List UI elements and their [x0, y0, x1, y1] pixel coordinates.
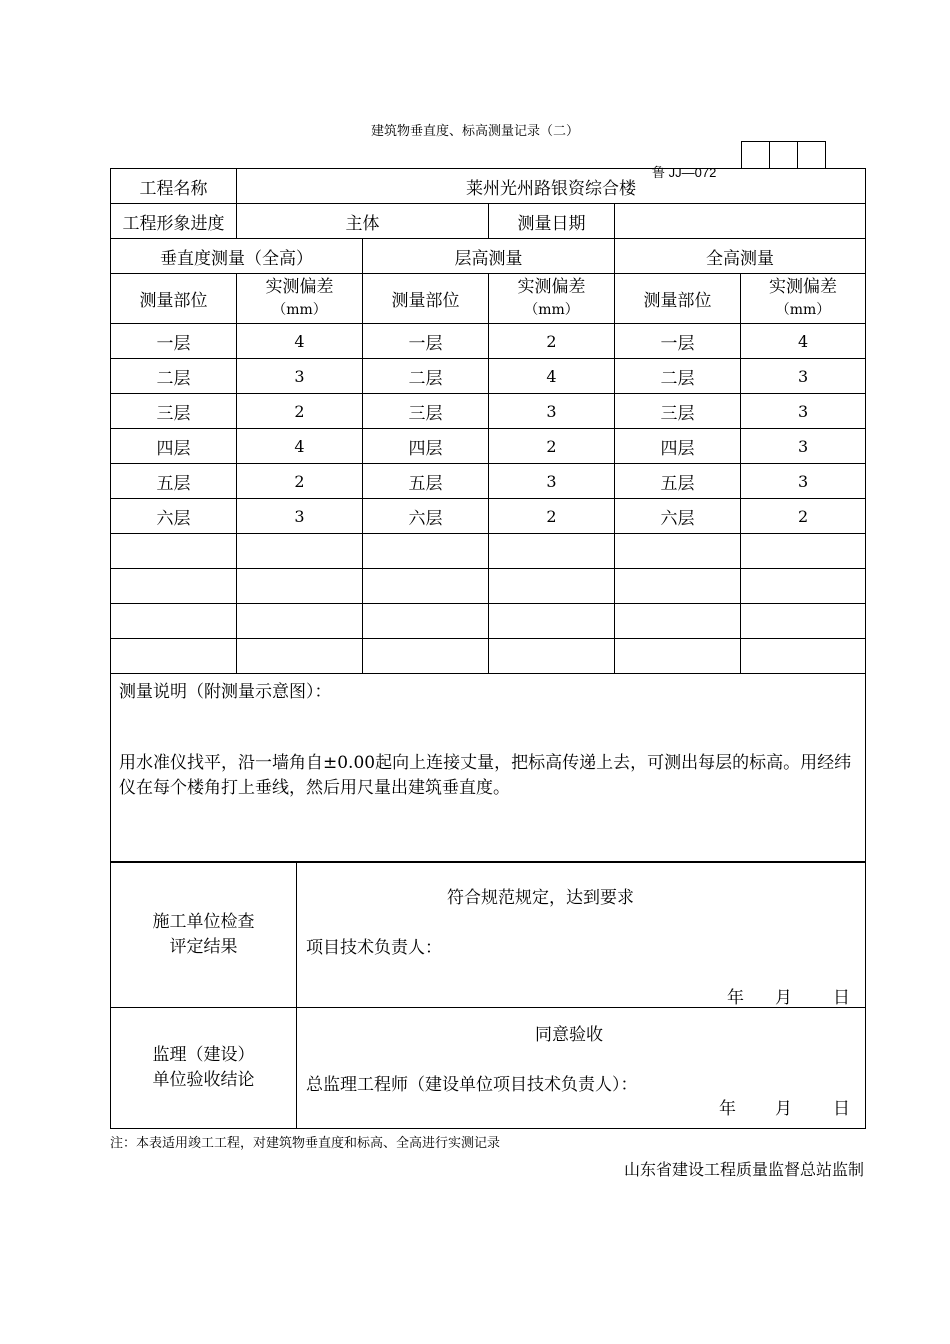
- empty-cell: [111, 639, 237, 674]
- f-position: 二层: [363, 359, 489, 394]
- table-row: [111, 499, 866, 534]
- t-deviation: 3: [741, 359, 866, 394]
- table-row: [111, 464, 866, 499]
- col-position: 测量部位: [615, 274, 741, 324]
- contractor-result: 符合规范规定，达到要求: [447, 888, 634, 908]
- v-position: 四层: [111, 429, 237, 464]
- t-deviation: 3: [741, 464, 866, 499]
- v-position: 三层: [111, 394, 237, 429]
- empty-row: [111, 534, 866, 569]
- table-row: [111, 359, 866, 394]
- f-deviation: 3: [489, 464, 615, 499]
- supervisor-label-line2: 单位验收结论: [152, 1070, 255, 1090]
- supervisor-day: 日: [833, 1099, 850, 1119]
- supervisor-month: 月: [775, 1099, 792, 1119]
- col-deviation-line1: 实测偏差: [517, 277, 586, 297]
- section-floor-height: 层高测量: [363, 239, 615, 274]
- f-position: 六层: [363, 499, 489, 534]
- empty-cell: [237, 569, 363, 604]
- supervisor-label-line1: 监理（建设）: [152, 1045, 255, 1065]
- empty-cell: [489, 534, 615, 569]
- signature-table: [110, 862, 866, 1129]
- empty-cell: [615, 569, 741, 604]
- empty-cell: [237, 604, 363, 639]
- form-title: 建筑物垂直度、标高测量记录（二）: [370, 124, 579, 139]
- empty-cell: [363, 604, 489, 639]
- issuer: 山东省建设工程质量监督总站监制: [623, 1160, 864, 1179]
- empty-cell: [741, 534, 866, 569]
- supervisor-label: [111, 1008, 297, 1129]
- code-box: [769, 141, 797, 169]
- project-name-value: 莱州光州路银资综合楼: [237, 169, 866, 204]
- t-position: 四层: [615, 429, 741, 464]
- description-label: 测量说明（附测量示意图）：: [119, 682, 332, 702]
- supervisor-result: 同意验收: [535, 1025, 603, 1045]
- f-deviation: 4: [489, 359, 615, 394]
- f-deviation: 2: [489, 429, 615, 464]
- description-text: 用水准仪找平，沿一墙角自±0.00起向上连接丈量，把标高传递上去，可测出每层的标高。用经纬仪在每个楼角打上垂线，然后用尺量出建筑垂直度。: [119, 753, 852, 798]
- empty-cell: [489, 604, 615, 639]
- contractor-person: 项目技术负责人：: [306, 938, 442, 958]
- contractor-month: 月: [775, 988, 792, 1008]
- form-code-boxes: [741, 141, 826, 169]
- empty-cell: [363, 569, 489, 604]
- col-deviation: [489, 274, 615, 324]
- section-vertical: 垂直度测量（全高）: [111, 239, 363, 274]
- empty-cell: [489, 639, 615, 674]
- col-deviation-line1: 实测偏差: [769, 277, 838, 297]
- empty-cell: [741, 639, 866, 674]
- v-deviation: 3: [237, 499, 363, 534]
- v-position: 六层: [111, 499, 237, 534]
- col-deviation: [741, 274, 866, 324]
- col-deviation: [237, 274, 363, 324]
- col-position: 测量部位: [363, 274, 489, 324]
- empty-cell: [615, 604, 741, 639]
- empty-cell: [615, 639, 741, 674]
- empty-cell: [363, 534, 489, 569]
- contractor-year: 年: [727, 988, 744, 1008]
- empty-row: [111, 639, 866, 674]
- table-row: [111, 429, 866, 464]
- supervisor-person: 总监理工程师（建设单位项目技术负责人）：: [306, 1075, 638, 1095]
- v-deviation: 4: [237, 429, 363, 464]
- table-row: [111, 324, 866, 359]
- v-deviation: 2: [237, 464, 363, 499]
- f-position: 五层: [363, 464, 489, 499]
- contractor-label: [111, 863, 297, 1008]
- col-position: 测量部位: [111, 274, 237, 324]
- empty-cell: [363, 639, 489, 674]
- contractor-result-cell: [297, 863, 866, 1008]
- project-name-label: 工程名称: [111, 169, 237, 204]
- empty-cell: [111, 604, 237, 639]
- code-box: [741, 141, 769, 169]
- empty-row: [111, 569, 866, 604]
- measurement-table: [110, 168, 866, 862]
- supervisor-result-cell: [297, 1008, 866, 1129]
- progress-value: 主体: [237, 204, 489, 239]
- table-row: [111, 394, 866, 429]
- contractor-label-line2: 评定结果: [169, 937, 238, 957]
- progress-label: 工程形象进度: [111, 204, 237, 239]
- form-code: 鲁 JJ—072: [652, 165, 717, 180]
- date-value: [615, 204, 866, 239]
- t-position: 二层: [615, 359, 741, 394]
- measurement-description: [111, 674, 866, 862]
- t-position: 六层: [615, 499, 741, 534]
- empty-cell: [237, 639, 363, 674]
- t-deviation: 2: [741, 499, 866, 534]
- col-deviation-line1: 实测偏差: [265, 277, 334, 297]
- v-position: 五层: [111, 464, 237, 499]
- col-deviation-line2: （mm）: [775, 302, 831, 318]
- code-box: [797, 141, 826, 169]
- f-deviation: 2: [489, 499, 615, 534]
- contractor-label-line1: 施工单位检查: [152, 912, 255, 932]
- t-position: 一层: [615, 324, 741, 359]
- empty-cell: [111, 569, 237, 604]
- v-deviation: 3: [237, 359, 363, 394]
- t-deviation: 3: [741, 394, 866, 429]
- empty-cell: [489, 569, 615, 604]
- date-label: 测量日期: [489, 204, 615, 239]
- v-position: 一层: [111, 324, 237, 359]
- t-deviation: 4: [741, 324, 866, 359]
- empty-cell: [111, 534, 237, 569]
- empty-cell: [741, 569, 866, 604]
- f-position: 三层: [363, 394, 489, 429]
- t-position: 五层: [615, 464, 741, 499]
- empty-cell: [741, 604, 866, 639]
- f-deviation: 2: [489, 324, 615, 359]
- v-deviation: 4: [237, 324, 363, 359]
- f-position: 四层: [363, 429, 489, 464]
- footnote: 注：本表适用竣工工程，对建筑物垂直度和标高、全高进行实测记录: [110, 1136, 501, 1151]
- empty-cell: [237, 534, 363, 569]
- t-deviation: 3: [741, 429, 866, 464]
- section-total-height: 全高测量: [615, 239, 866, 274]
- f-deviation: 3: [489, 394, 615, 429]
- empty-row: [111, 604, 866, 639]
- contractor-day: 日: [833, 988, 850, 1008]
- empty-cell: [615, 534, 741, 569]
- v-deviation: 2: [237, 394, 363, 429]
- col-deviation-line2: （mm）: [272, 302, 327, 318]
- supervisor-year: 年: [719, 1099, 736, 1119]
- t-position: 三层: [615, 394, 741, 429]
- col-deviation-line2: （mm）: [524, 302, 579, 318]
- f-position: 一层: [363, 324, 489, 359]
- v-position: 二层: [111, 359, 237, 394]
